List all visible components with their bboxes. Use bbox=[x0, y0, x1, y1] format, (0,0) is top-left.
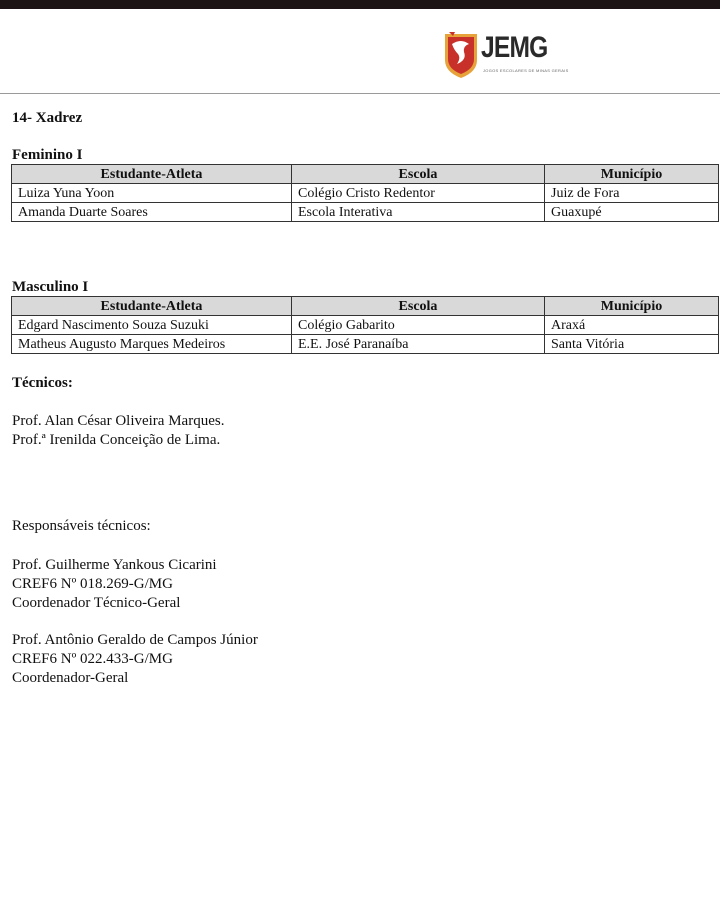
city-cell: Santa Vitória bbox=[545, 335, 719, 354]
student-cell: Edgard Nascimento Souza Suzuki bbox=[12, 316, 292, 335]
column-header-school: Escola bbox=[292, 297, 545, 316]
school-cell: Escola Interativa bbox=[292, 203, 545, 222]
column-header-city: Município bbox=[545, 165, 719, 184]
jemg-logo bbox=[443, 30, 569, 80]
category-title-feminino: Feminino I bbox=[12, 147, 83, 163]
top-bar bbox=[0, 0, 720, 9]
table-header-row bbox=[12, 297, 719, 316]
section-title: 14- Xadrez bbox=[12, 110, 83, 126]
tecnico-name: Prof.ª Irenilda Conceição de Lima. bbox=[12, 432, 221, 448]
responsavel-cref: CREF6 Nº 022.433-G/MG bbox=[12, 651, 173, 667]
category-title-masculino: Masculino I bbox=[12, 279, 89, 295]
responsavel-role: Coordenador-Geral bbox=[12, 670, 129, 686]
table-row bbox=[12, 335, 719, 354]
column-header-student: Estudante-Atleta bbox=[12, 297, 292, 316]
responsavel-name: Prof. Antônio Geraldo de Campos Júnior bbox=[12, 632, 258, 648]
table-masculino bbox=[11, 296, 719, 354]
responsavel-name: Prof. Guilherme Yankous Cicarini bbox=[12, 557, 217, 573]
city-cell: Juiz de Fora bbox=[545, 184, 719, 203]
tecnico-name: Prof. Alan César Oliveira Marques. bbox=[12, 413, 225, 429]
responsavel-role: Coordenador Técnico-Geral bbox=[12, 595, 181, 611]
table-header-row bbox=[12, 165, 719, 184]
city-cell: Araxá bbox=[545, 316, 719, 335]
logo-subtitle: JOGOS ESCOLARES DE MINAS GERAIS bbox=[483, 68, 569, 73]
city-cell: Guaxupé bbox=[545, 203, 719, 222]
responsaveis-title: Responsáveis técnicos: bbox=[12, 518, 151, 534]
school-cell: E.E. José Paranaíba bbox=[292, 335, 545, 354]
column-header-school: Escola bbox=[292, 165, 545, 184]
table-row bbox=[12, 203, 719, 222]
responsavel-cref: CREF6 Nº 018.269-G/MG bbox=[12, 576, 173, 592]
student-cell: Luiza Yuna Yoon bbox=[12, 184, 292, 203]
student-cell: Matheus Augusto Marques Medeiros bbox=[12, 335, 292, 354]
table-row bbox=[12, 316, 719, 335]
table-row bbox=[12, 184, 719, 203]
school-cell: Colégio Cristo Redentor bbox=[292, 184, 545, 203]
column-header-city: Município bbox=[545, 297, 719, 316]
jemg-emblem-icon bbox=[443, 30, 481, 80]
header-divider bbox=[0, 93, 720, 94]
table-feminino bbox=[11, 164, 719, 222]
column-header-student: Estudante-Atleta bbox=[12, 165, 292, 184]
logo-text: JEMG bbox=[481, 31, 548, 64]
tecnicos-title: Técnicos: bbox=[12, 375, 73, 391]
school-cell: Colégio Gabarito bbox=[292, 316, 545, 335]
student-cell: Amanda Duarte Soares bbox=[12, 203, 292, 222]
